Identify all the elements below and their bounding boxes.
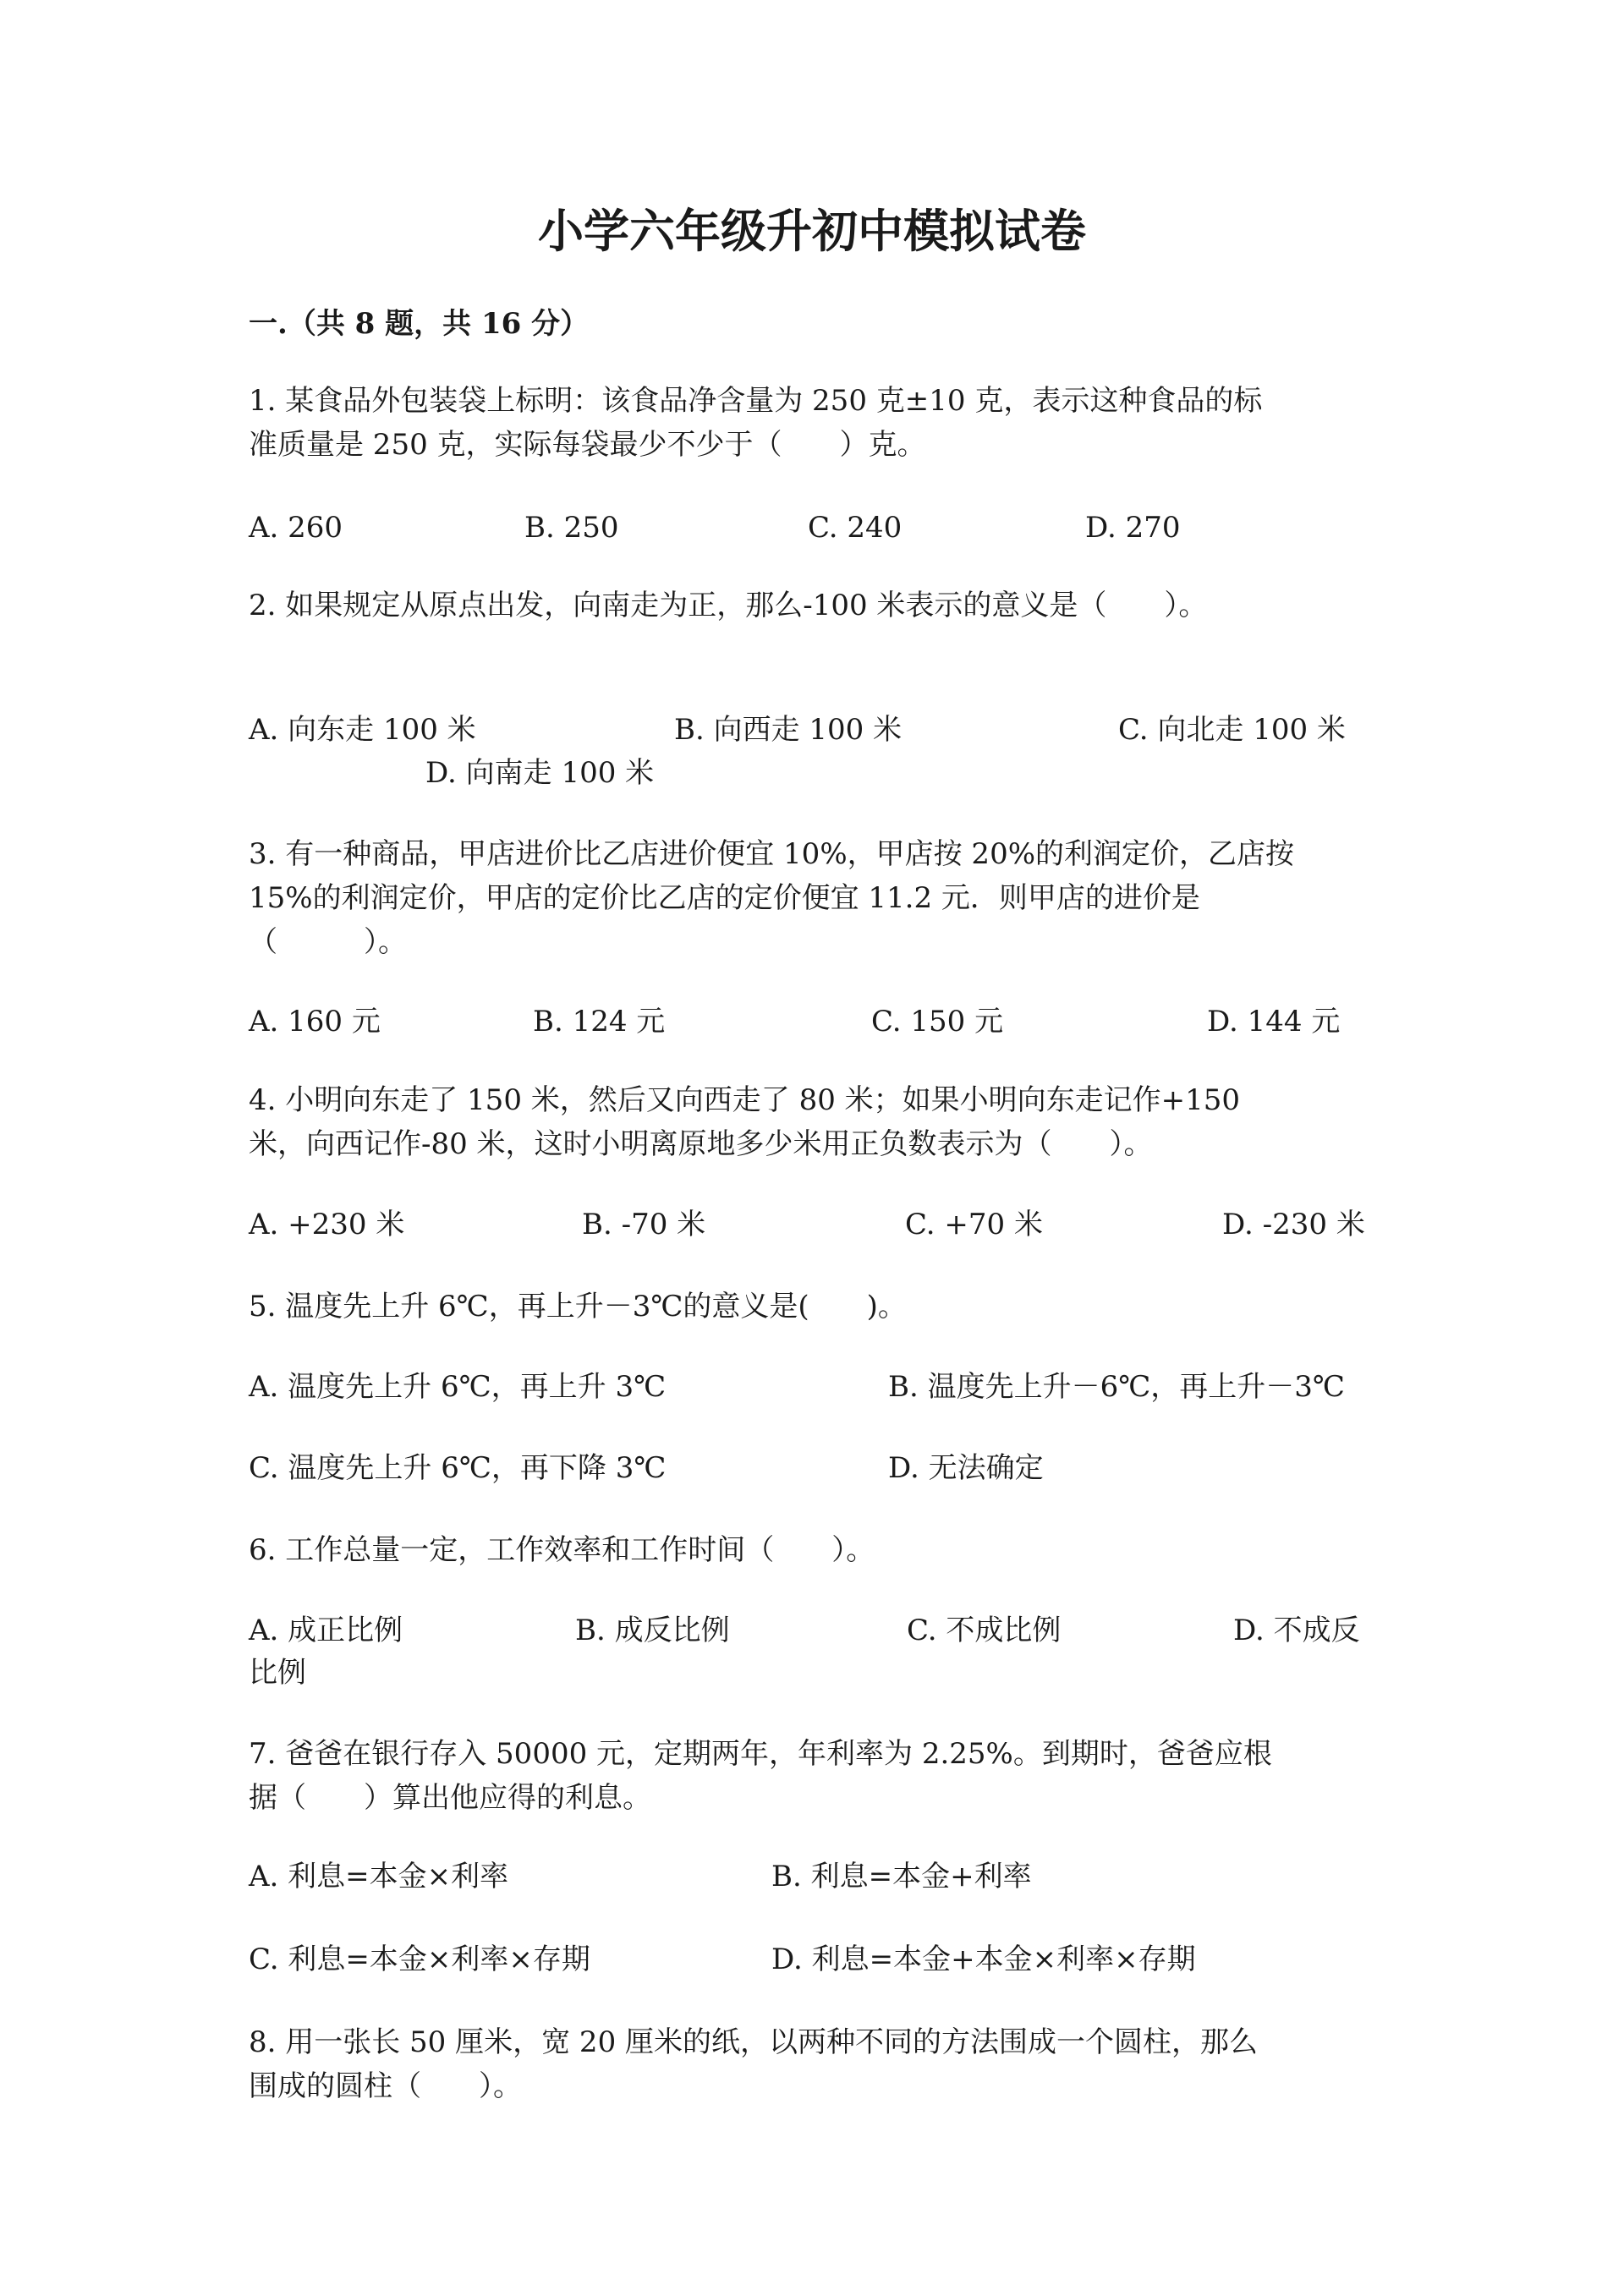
- section-heading: 一.（共 8 题，共 16 分）: [249, 307, 590, 341]
- option-a[interactable]: A. 160 元: [249, 1005, 381, 1038]
- option-b[interactable]: B. -70 米: [582, 1208, 706, 1241]
- option-c[interactable]: C. 不成比例: [907, 1614, 1062, 1647]
- question-line: 5. 温度先上升 6℃，再上升－3℃的意义是( )。: [249, 1290, 907, 1323]
- question-line: 3. 有一种商品，甲店进价比乙店进价便宜 10%，甲店按 20%的利润定价，乙店按: [249, 837, 1295, 871]
- option-d-wrap: 比例: [249, 1656, 306, 1690]
- option-a[interactable]: A. 温度先上升 6℃，再上升 3℃: [249, 1370, 667, 1404]
- option-c[interactable]: C. +70 米: [905, 1208, 1043, 1241]
- option-b[interactable]: B. 温度先上升－6℃，再上升－3℃: [888, 1370, 1345, 1404]
- option-b[interactable]: B. 利息=本金+利率: [771, 1860, 1032, 1893]
- option-a[interactable]: A. 260: [249, 511, 343, 545]
- question-line: 4. 小明向东走了 150 米，然后又向西走了 80 米；如果小明向东走记作+150: [249, 1083, 1241, 1117]
- question-1: [249, 379, 1382, 467]
- option-a[interactable]: A. 利息=本金×利率: [249, 1860, 509, 1893]
- option-b[interactable]: B. 250: [524, 511, 619, 545]
- option-d[interactable]: D. 不成反: [1233, 1614, 1360, 1647]
- option-c[interactable]: C. 150 元: [871, 1005, 1004, 1038]
- page-title: 小学六年级升初中模拟试卷: [538, 204, 1086, 258]
- option-a[interactable]: A. 向东走 100 米: [249, 713, 476, 747]
- option-c[interactable]: C. 向北走 100 米: [1118, 713, 1346, 747]
- option-d[interactable]: D. 利息=本金+本金×利率×存期: [771, 1943, 1196, 1976]
- question-line: （ ）。: [249, 925, 407, 959]
- question-line: 6. 工作总量一定，工作效率和工作时间（ ）。: [249, 1533, 875, 1567]
- question-8: [249, 2020, 1382, 2108]
- question-2: [249, 584, 1382, 627]
- option-d[interactable]: D. -230 米: [1222, 1208, 1365, 1241]
- option-b[interactable]: B. 成反比例: [575, 1614, 730, 1647]
- question-6: [249, 1528, 1382, 1572]
- option-a[interactable]: A. 成正比例: [249, 1614, 403, 1647]
- option-b[interactable]: B. 向西走 100 米: [674, 713, 903, 747]
- question-line: 1. 某食品外包装袋上标明：该食品净含量为 250 克±10 克，表示这种食品的标: [249, 384, 1263, 418]
- question-line: 2. 如果规定从原点出发，向南走为正，那么-100 米表示的意义是（ ）。: [249, 589, 1208, 622]
- option-a[interactable]: A. +230 米: [249, 1208, 405, 1241]
- option-d[interactable]: D. 144 元: [1207, 1005, 1341, 1038]
- question-line: 据（ ）算出他应得的利息。: [249, 1781, 651, 1815]
- option-d[interactable]: D. 向南走 100 米: [425, 756, 655, 790]
- question-line: 米，向西记作-80 米，这时小明离原地多少米用正负数表示为（ ）。: [249, 1127, 1153, 1161]
- question-line: 围成的圆柱（ ）。: [249, 2069, 522, 2103]
- question-line: 准质量是 250 克，实际每袋最少不少于（ ）克。: [249, 428, 926, 462]
- option-d[interactable]: D. 无法确定: [888, 1451, 1044, 1485]
- question-line: 15%的利润定价，甲店的定价比乙店的定价便宜 11.2 元．则甲店的进价是: [249, 881, 1200, 915]
- option-b[interactable]: B. 124 元: [533, 1005, 666, 1038]
- question-5: [249, 1285, 1382, 1329]
- option-c[interactable]: C. 利息=本金×利率×存期: [249, 1943, 590, 1976]
- question-3: [249, 832, 1382, 964]
- question-4: [249, 1078, 1382, 1166]
- question-line: 8. 用一张长 50 厘米，宽 20 厘米的纸，以两种不同的方法围成一个圆柱，那么: [249, 2025, 1259, 2059]
- option-c[interactable]: C. 240: [808, 511, 903, 545]
- question-line: 7. 爸爸在银行存入 50000 元，定期两年，年利率为 2.25%。到期时，爸爸应根: [249, 1737, 1272, 1771]
- option-d[interactable]: D. 270: [1085, 511, 1181, 545]
- option-c[interactable]: C. 温度先上升 6℃，再下降 3℃: [249, 1451, 667, 1485]
- question-7: [249, 1732, 1382, 1820]
